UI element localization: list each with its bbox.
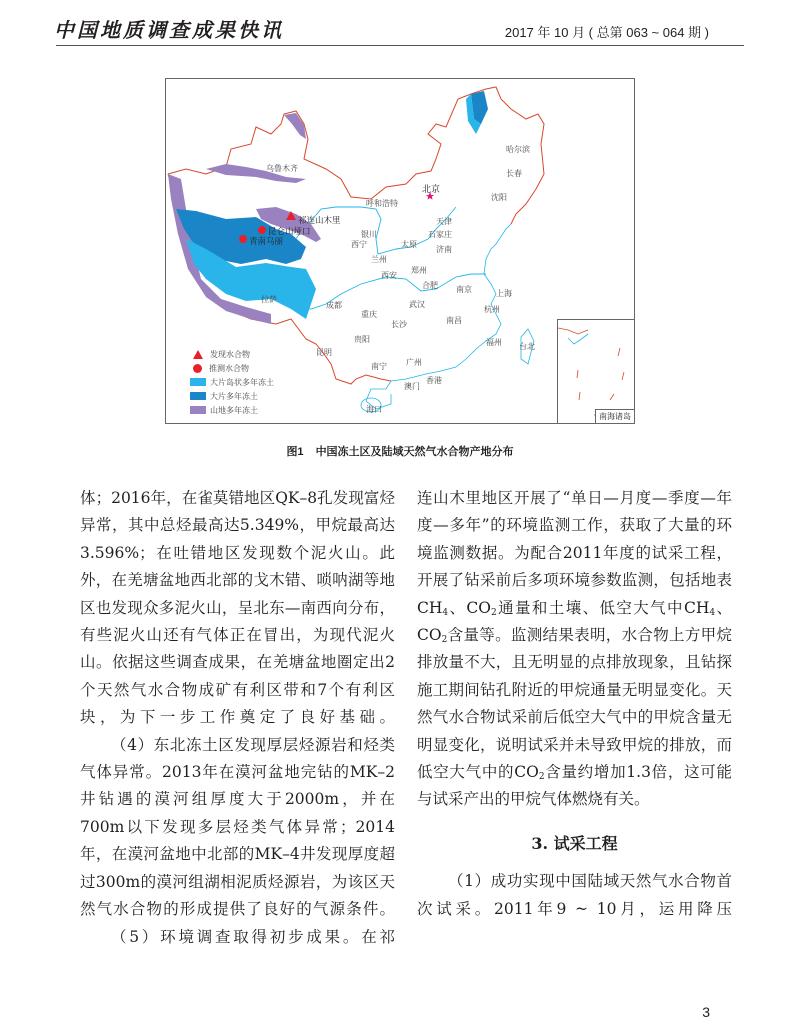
dash-line-2	[622, 372, 624, 380]
paragraph-trial-production: （1）成功实现中国陆域天然气水合物首次试采。2011年9 ~ 10月，运用降压	[417, 872, 732, 918]
inset-coast	[568, 334, 588, 344]
city-shenyang: 沈阳	[491, 193, 507, 202]
inset-border	[558, 328, 588, 334]
right-column	[417, 485, 732, 923]
legend-item-inferred: 推测水合物	[190, 361, 274, 375]
swatch-light-blue-icon	[190, 378, 206, 386]
page-number: 3	[702, 1004, 710, 1020]
dash-line-4	[579, 392, 580, 400]
city-nanning: 南宁	[371, 362, 387, 371]
inferred-hydrate-marker-qingnan	[239, 235, 247, 243]
paragraph-northeast-permafrost: （4）东北冻土区发现厚层烃源岩和烃类气体异常。2013年在漠河盆地完钻的MK–2井钻遇的漠河组厚度大于2000m，并在700m以下发现多层烃类气体异常；2014年，在漠河盆地中北部的MK–4井发现厚度超过300m的漠河组湖相泥质烃源岩，为该区天然气水合物的形成提供了良好的气源条件。	[80, 735, 395, 919]
map-legend	[190, 347, 274, 417]
city-taipei: 台北	[519, 342, 535, 351]
site-label-qilian: 祁连山木里	[298, 215, 341, 225]
city-wuhan: 武汉	[409, 300, 425, 309]
city-fuzhou: 福州	[486, 338, 502, 347]
mountain-permafrost-altai	[284, 113, 306, 139]
city-yinchuan: 银川	[361, 230, 377, 239]
header-rule	[56, 45, 744, 46]
left-column	[80, 485, 395, 951]
city-chongqing: 重庆	[361, 310, 377, 319]
city-shanghai: 上海	[496, 289, 512, 298]
city-hongkong: 香港	[426, 376, 442, 385]
city-hohhot: 呼和浩特	[366, 199, 398, 208]
legend-item-continuous-permafrost: 大片多年冻土	[190, 389, 274, 403]
legend-item-discovered: 发现水合物	[190, 347, 274, 361]
inset-graphic	[558, 320, 634, 423]
dash-line-1	[618, 348, 620, 356]
city-guangzhou: 广州	[406, 358, 422, 367]
city-nanjing: 南京	[456, 285, 472, 294]
figure-caption	[0, 443, 800, 459]
city-chengdu: 成都	[326, 301, 342, 310]
site-label-kunlun: 昆仑山垭口	[268, 226, 311, 236]
triangle-icon	[193, 350, 203, 359]
swatch-purple-icon	[190, 406, 206, 414]
city-urumqi: 乌鲁木齐	[266, 164, 298, 173]
site-label-qingnan: 青南乌丽	[249, 236, 284, 246]
dash-line-5	[610, 394, 614, 400]
circle-icon	[193, 364, 202, 373]
city-taiyuan: 太原	[401, 240, 417, 249]
paragraph-environment-start: （5）环境调查取得初步成果。在祁	[111, 927, 395, 946]
city-hangzhou: 杭州	[484, 305, 500, 314]
city-lanzhou: 兰州	[371, 255, 387, 264]
city-xining: 西宁	[351, 240, 367, 249]
china-permafrost-map	[165, 78, 635, 424]
city-jinan: 济南	[436, 245, 452, 254]
city-harbin: 哈尔滨	[506, 145, 530, 154]
city-beijing: 北京	[422, 185, 441, 195]
city-guiyang: 贵阳	[354, 335, 370, 344]
legend-item-mountain-permafrost: 山地多年冻土	[190, 403, 274, 417]
issue-info: 2017 年 10 月 ( 总第 063 ~ 064 期 )	[504, 25, 709, 40]
swatch-blue-icon	[190, 392, 206, 400]
city-hefei: 合肥	[422, 281, 438, 290]
journal-title: 中国地质调查成果快讯	[54, 18, 284, 42]
south-china-sea-inset	[557, 319, 634, 423]
city-changsha: 长沙	[391, 320, 407, 329]
legend-item-island-permafrost: 大片岛状多年冻土	[190, 375, 274, 389]
city-shijiazhuang: 石家庄	[428, 230, 452, 239]
city-lhasa: 拉萨	[261, 295, 277, 304]
city-changchun: 长春	[506, 169, 522, 178]
dash-line-3	[577, 370, 578, 378]
paragraph-environment-monitoring: 连山木里地区开展了“单日—月度—季度—年度—多年”的环境监测工作，获取了大量的环境监测数据。为配合2011年度的试采工程，开展了钻采前后多项环境参数监测，包括地表$CH_4$、$CO_2$通量和土壤、低空大气中$CH_4$、$CO_2$含量等。监测结果表明，水合物上方甲烷排放量不大，且无明显的点排放现象，且钻探施工期间钻孔附近的甲烷通量无明显变化。天然气水合物试采前后低空大气中的甲烷含量无明显变化，说明试采并未导致甲烷的排放，而低空大气中的$CO_2$含量约增加1.3倍，这可能与试采产出的甲烷气体燃烧有关。	[417, 489, 732, 809]
inferred-hydrate-marker-kunlun	[258, 226, 266, 234]
section-heading: 3. 试采工程	[531, 833, 618, 853]
running-header	[54, 14, 464, 44]
inset-label: 南海诸岛	[595, 409, 634, 423]
city-tianjin: 天津	[436, 217, 452, 226]
city-nanchang: 南昌	[446, 316, 462, 325]
city-xian: 西安	[381, 271, 397, 280]
paragraph-continuation: 体；2016年，在雀莫错地区QK–8孔发现富烃异常，其中总烃最高达5.349%，甲烷最高达3.596%；在吐错地区发现数个泥火山。此外，在羌塘盆地西北部的戈木错、唢呐湖等地区也发现众多泥火山，呈北东—南西向分布，有些泥火山还有气体正在冒出，为现代泥火山。依据这些调查成果，在羌塘盆地圈定出2个天然气水合物成矿有利区带和7个有利区块，为下一步工作奠定了良好基础。	[80, 489, 395, 727]
city-zhengzhou: 郑州	[411, 266, 427, 275]
figure-number: 图1	[286, 446, 304, 458]
city-macau: 澳门	[404, 382, 420, 391]
figure-caption-text: 中国冻土区及陆域天然气水合物产地分布	[315, 446, 514, 458]
city-haikou: 海口	[366, 405, 382, 414]
city-kunming: 昆明	[316, 348, 332, 357]
